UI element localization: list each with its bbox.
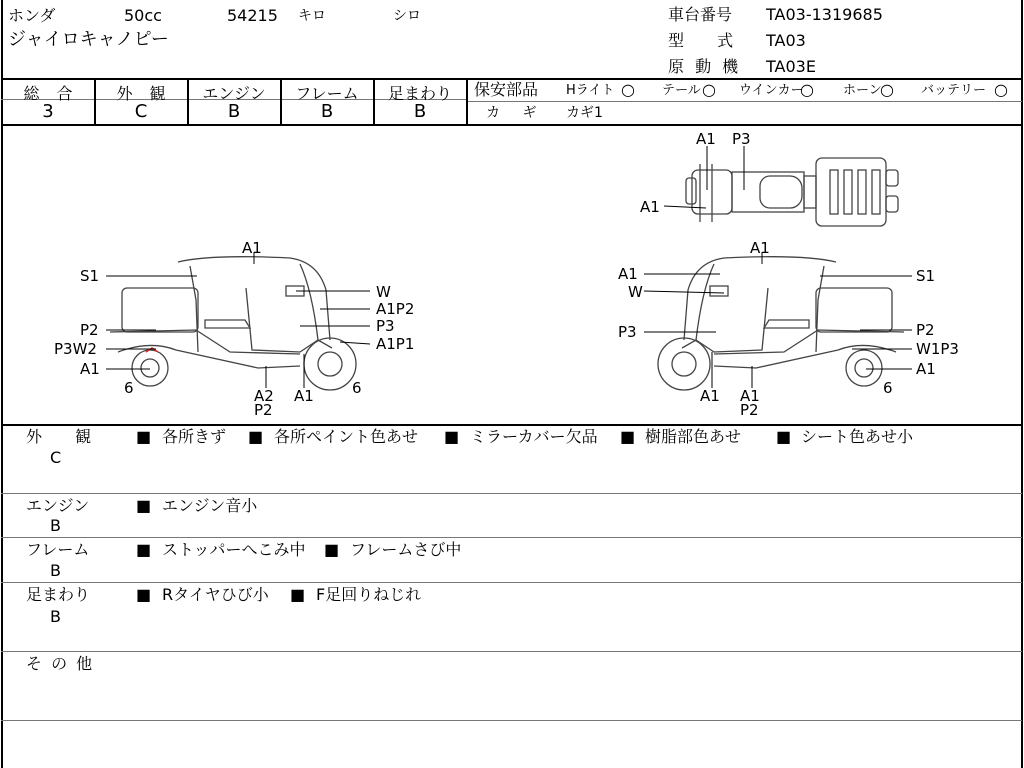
left-label-8: A1 [80, 360, 100, 378]
comment-item: シート色あせ小 [801, 427, 914, 446]
safety-mark-battery: ○ [994, 80, 1008, 99]
left-label-9: 6 [124, 379, 134, 397]
right-label-3: W [628, 283, 643, 301]
left-side-scooter-icon [110, 257, 356, 390]
bullet: ■ [136, 585, 152, 604]
comments-sep-1 [1, 493, 1022, 494]
safety-item-tail: テール [662, 83, 701, 98]
grade-label-exterior: 外 観 [116, 84, 166, 103]
bullet: ■ [136, 427, 152, 446]
left-label-10: A2 [254, 387, 274, 405]
comments-sep-3 [1, 582, 1022, 583]
bullet: ■ [136, 540, 152, 559]
grade-value-engine: B [227, 101, 241, 122]
grade-label-overall: 総 合 [23, 84, 73, 103]
safety-label: 保安部品 [474, 80, 539, 99]
safety-item-horn: ホーン [843, 83, 882, 98]
comment-item: F足回りねじれ [316, 585, 422, 604]
comment-item: エンジン音小 [162, 496, 258, 515]
right-label-4: P3 [618, 323, 637, 341]
left-label-5: P2 [80, 321, 99, 339]
grade-value-overall: 3 [42, 101, 54, 122]
right-label-2: S1 [916, 267, 936, 285]
key-value: カギ1 [566, 105, 603, 121]
comment-section-grade: C [50, 448, 62, 467]
grade-value-exterior: C [134, 101, 148, 122]
comment-section-label: そ の 他 [26, 654, 93, 673]
grade-value-suspension: B [413, 101, 427, 122]
right-label-11: P2 [740, 401, 759, 419]
right-side-scooter-icon [658, 257, 904, 390]
left-label-0: A1 [242, 239, 262, 257]
comment-item: ストッパーへこみ中 [162, 540, 306, 559]
top-view-scooter-icon [686, 158, 898, 226]
comment-section-label: 足まわり [26, 585, 91, 604]
type-value: TA03 [766, 31, 806, 50]
grade-label-engine: エンジン [202, 84, 266, 103]
left-label-11: P2 [254, 401, 273, 419]
top-label-a1-side: A1 [640, 198, 660, 216]
right-label-1: A1 [618, 265, 638, 283]
bullet: ■ [776, 427, 792, 446]
left-label-6: P3W2 [54, 340, 97, 358]
bullet: ■ [136, 496, 152, 515]
grade-value-frame: B [320, 101, 334, 122]
safety-item-winker: ウインカー [739, 83, 804, 98]
chassis-value: TA03-1319685 [766, 5, 883, 24]
left-label-4: P3 [376, 317, 395, 335]
comment-section-grade: B [50, 561, 61, 580]
maker: ホンダ [8, 6, 56, 25]
left-label-12: A1 [294, 387, 314, 405]
comment-section-grade: B [50, 607, 61, 626]
safety-mark-tail: ○ [702, 80, 716, 99]
right-label-6: W1P3 [916, 340, 959, 358]
engine-value: TA03E [766, 57, 816, 76]
comment-item: 各所ペイント色あせ [274, 427, 419, 446]
bullet: ■ [620, 427, 636, 446]
left-label-3: A1P2 [376, 300, 415, 318]
comment-section-label: フレーム [26, 540, 90, 559]
right-label-10: A1 [740, 387, 760, 405]
comment-item: 各所きず [162, 427, 227, 446]
top-label-a1: A1 [696, 130, 716, 148]
safety-item-battery: バッテリー [921, 83, 987, 98]
displacement: 50cc [124, 6, 162, 25]
comments-sep-2 [1, 537, 1022, 538]
engine-label: 原 動 機 [668, 57, 739, 76]
left-label-13: 6 [352, 379, 362, 397]
right-label-5: P2 [916, 321, 935, 339]
comment-item: ミラーカバー欠品 [470, 427, 598, 446]
comment-item: 樹脂部色あせ [645, 427, 742, 446]
model-name: ジャイロキャノピー [8, 29, 169, 50]
left-label-7: A1P1 [376, 335, 415, 353]
comment-section-grade: B [50, 516, 61, 535]
mileage: 54215 [227, 6, 278, 25]
right-label-0: A1 [750, 239, 770, 257]
safety-mid [467, 101, 1022, 102]
comment-item: フレームさび中 [350, 540, 462, 559]
comment-section-label: 外 観 [26, 427, 92, 446]
comment-item: Rタイヤひび小 [162, 585, 269, 604]
right-label-9: A1 [700, 387, 720, 405]
right-label-7: A1 [916, 360, 936, 378]
safety-mark-headlight: ○ [621, 80, 635, 99]
grade-label-suspension: 足まわり [387, 84, 452, 103]
mileage-unit: キロ [298, 8, 326, 24]
chassis-label: 車台番号 [668, 5, 733, 24]
left-label-1: S1 [80, 267, 100, 285]
color: シロ [393, 8, 421, 24]
grade-sep-5 [466, 78, 468, 126]
top-label-p3: P3 [732, 130, 751, 148]
grade-label-frame: フレーム [295, 84, 359, 103]
safety-mark-horn: ○ [880, 80, 894, 99]
comments-sep-5 [1, 720, 1022, 721]
bullet: ■ [290, 585, 306, 604]
comments-sep-4 [1, 651, 1022, 652]
safety-item-headlight: Hライト [566, 83, 615, 98]
key-label: カ ギ [486, 105, 537, 121]
damage-diagram [0, 126, 1022, 424]
bullet: ■ [444, 427, 460, 446]
type-label: 型 式 [668, 31, 734, 50]
bullet: ■ [248, 427, 264, 446]
safety-mark-winker: ○ [800, 80, 814, 99]
comment-section-label: エンジン [26, 496, 90, 515]
left-label-2: W [376, 283, 391, 301]
comments-top [1, 424, 1023, 426]
right-label-8: 6 [883, 379, 893, 397]
bullet: ■ [324, 540, 340, 559]
